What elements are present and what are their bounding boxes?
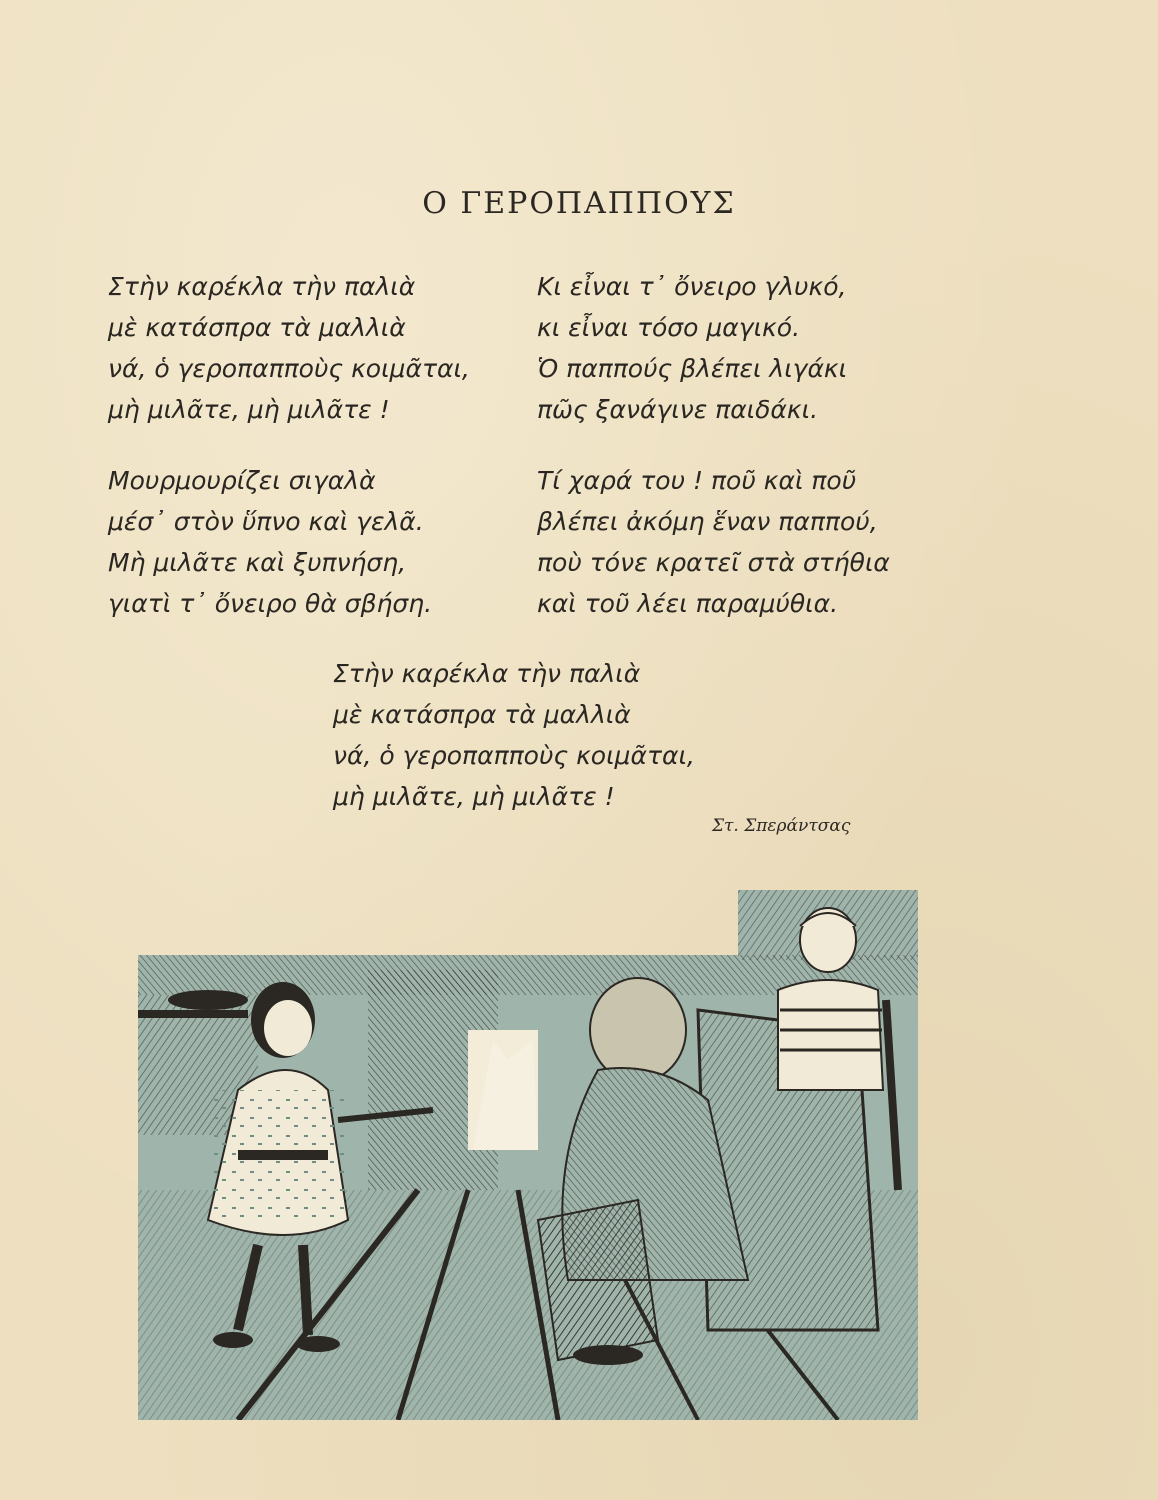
verse-line: ποὺ τόνε κρατεῖ στὰ στήθια [537,548,890,577]
verse-line: μὲ κατάσπρα τὰ μαλλιὰ [333,700,631,729]
verse-line: γιατὶ τ᾿ ὄνειρο θὰ σβήση. [108,589,433,618]
verse-line: πῶς ξανάγινε παιδάκι. [537,395,819,424]
verse-line: βλέπει ἀκόμη ἕναν παππού, [537,507,878,536]
stanza-3 [537,266,847,430]
verse-line: μὴ μιλᾶτε, μὴ μιλᾶτε ! [108,395,390,424]
verse-line: μὴ μιλᾶτε, μὴ μιλᾶτε ! [333,782,615,811]
stanza-2 [108,460,432,624]
author-signature: Στ. Σπεράντσας [712,816,851,836]
bowl-on-shelf [168,990,248,1010]
verse-line: μέσ᾿ στὸν ὕπνο καὶ γελᾶ. [108,507,424,536]
verse-line: μὲ κατάσπρα τὰ μαλλιὰ [108,313,406,342]
verse-line: Τί χαρά του ! ποῦ καὶ ποῦ [537,466,857,495]
stanza-4 [537,460,890,624]
verse-line: καὶ τοῦ λέει παραμύθια. [537,589,839,618]
poem-title: Ο ΓΕΡΟΠΑΠΠΟΥΣ [422,186,736,221]
verse-line: κι εἶναι τόσο μαγικό. [537,313,801,342]
verse-line: Ὁ παππούς βλέπει λιγάκι [537,354,848,383]
stanza-5-refrain [333,653,695,817]
verse-line: Στὴν καρέκλα τὴν παλιὰ [108,272,416,301]
stanza-1 [108,266,470,430]
verse-line: Κι εἶναι τ᾿ ὄνειρο γλυκό, [537,272,847,301]
verse-line: νά, ὁ γεροπαπποὺς κοιμᾶται, [108,354,470,383]
verse-line: νά, ὁ γεροπαπποὺς κοιμᾶται, [333,741,695,770]
illustration-grandfather-scene [138,860,918,1420]
verse-line: Στὴν καρέκλα τὴν παλιὰ [333,659,641,688]
verse-line: Μουρμουρίζει σιγαλὰ [108,466,376,495]
verse-line: Μὴ μιλᾶτε καὶ ξυπνήση, [108,548,407,577]
